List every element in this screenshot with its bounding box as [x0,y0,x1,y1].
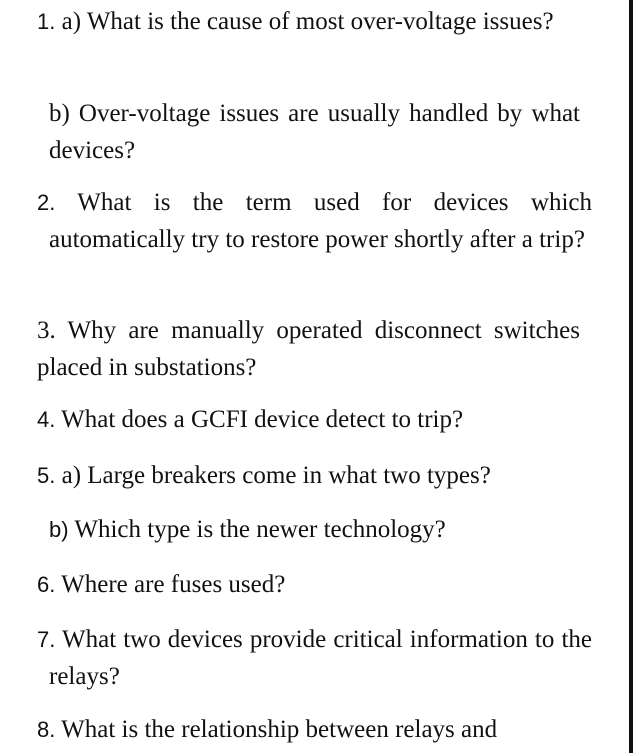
question-text: What two devices provide critical information to the relays? [49,626,592,690]
question-text: a) Large breakers come in what two types? [55,462,491,489]
question-1a [37,3,592,40]
question-text: Which type is the newer technology? [68,516,446,543]
question-text: What does a GCFI device detect to trip? [55,406,464,433]
question-number: 6. [37,572,56,597]
question-5b [49,511,580,548]
question-6 [37,566,580,603]
question-1b [49,95,580,169]
question-3 [37,312,580,386]
question-number: 5. [37,463,56,488]
question-8 [37,711,580,748]
question-number: b) [49,517,69,542]
question-number: 7. [37,627,56,652]
question-number: 2. [37,190,56,215]
question-5a [37,457,580,494]
question-text: What is the term used for devices which automatically try to restore power shortly after a trip? [49,189,592,253]
question-text: a) What is the cause of most over-voltage issues? [55,8,554,35]
question-number: 4. [37,407,56,432]
question-text: 3. Why are manually operated disconnect switches placed in substations? [37,317,580,381]
question-text: Where are fuses used? [55,571,286,598]
question-2 [37,184,592,258]
question-7 [37,621,592,695]
question-4 [37,401,580,438]
question-number: 1. [37,9,56,34]
question-text: What is the relationship between relays and [55,716,498,743]
question-number: 8. [37,717,56,742]
question-text: b) Over-voltage issues are usually handled by what devices? [49,100,580,164]
